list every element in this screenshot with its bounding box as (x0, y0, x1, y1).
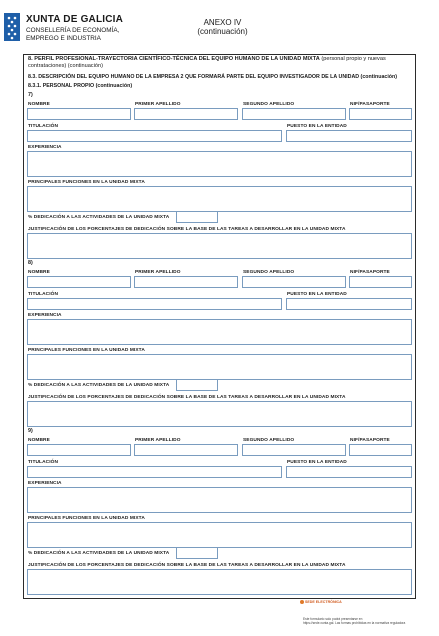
dedicacion-field[interactable] (176, 547, 218, 559)
primer-apellido-field[interactable] (134, 108, 238, 120)
dept-line-1: CONSELLERÍA DE ECONOMÍA, (26, 27, 120, 34)
justificacion-label: JUSTIFICACIÓN DE LOS PORCENTAJES DE DEDICACIÓN SOBRE LA BASE DE LAS TAREAS A DESARROLLAR EN LA UNIDAD MIXTA (28, 395, 346, 400)
footer-line-2: https://sede.xunta.gal. Las formas prohibidas en la normativa reguladora (303, 620, 406, 625)
segundo-apellido-label: SEGUNDO APELLIDO (243, 102, 295, 107)
nif-field[interactable] (349, 444, 412, 456)
justificacion-label: JUSTIFICACIÓN DE LOS PORCENTAJES DE DEDICACIÓN SOBRE LA BASE DE LAS TAREAS A DESARROLLAR EN LA UNIDAD MIXTA (28, 563, 346, 568)
dedicacion-label: % DEDICACIÓN A LAS ACTIVIDADES DE LA UNIDAD MIXTA (28, 383, 170, 388)
experiencia-label: EXPERIENCIA (28, 145, 62, 150)
nif-label: NIF/PASAPORTE (350, 102, 390, 107)
sede-icon (300, 600, 304, 604)
titulacion-field[interactable] (27, 466, 282, 478)
section-subsubtitle: 8.3.1. PERSONAL PROPIO (continuación) (28, 83, 133, 89)
xunta-logo-icon (4, 13, 20, 41)
footer-line-1: Este formulario solo podrá presentarse en (303, 617, 363, 621)
primer-apellido-field[interactable] (134, 444, 238, 456)
primer-apellido-field[interactable] (134, 276, 238, 288)
experiencia-label: EXPERIENCIA (28, 313, 62, 318)
puesto-field[interactable] (286, 466, 412, 478)
titulacion-field[interactable] (27, 298, 282, 310)
puesto-field[interactable] (286, 298, 412, 310)
nombre-field[interactable] (27, 276, 131, 288)
titulacion-label: TITULACIÓN (28, 124, 59, 129)
org-name: XUNTA DE GALICIA (26, 14, 124, 25)
funciones-field[interactable] (27, 186, 412, 212)
justificacion-field[interactable] (27, 233, 412, 259)
section-title-main: 8. PERFIL PROFESIONAL-TRAYECTORIA CIENTÍFICO-TÉCNICA DEL EQUIPO HUMANO DE LA UNIDAD MIXTA (28, 56, 320, 62)
nif-field[interactable] (349, 108, 412, 120)
dedicacion-label: % DEDICACIÓN A LAS ACTIVIDADES DE LA UNIDAD MIXTA (28, 551, 170, 556)
nombre-label: NOMBRE (28, 438, 50, 443)
section-subtitle: 8.3. DESCRIPCIÓN DEL EQUIPO HUMANO DE LA EMPRESA 2 QUE FORMARÁ PARTE DEL EQUIPO INVESTIGADOR DE LA UNIDAD (continuación) (28, 74, 398, 80)
nombre-label: NOMBRE (28, 270, 50, 275)
organization-block (26, 14, 156, 42)
person-number: 8) (28, 260, 33, 266)
sede-badge-label: SEDE ELECTRÓNICA (305, 600, 342, 604)
nombre-field[interactable] (27, 444, 131, 456)
nif-field[interactable] (349, 276, 412, 288)
puesto-label: PUESTO EN LA ENTIDAD (287, 292, 347, 297)
segundo-apellido-field[interactable] (242, 444, 346, 456)
segundo-apellido-label: SEGUNDO APELLIDO (243, 270, 295, 275)
primer-apellido-label: PRIMER APELLIDO (135, 438, 181, 443)
puesto-field[interactable] (286, 130, 412, 142)
justificacion-label: JUSTIFICACIÓN DE LOS PORCENTAJES DE DEDICACIÓN SOBRE LA BASE DE LAS TAREAS A DESARROLLAR EN LA UNIDAD MIXTA (28, 227, 346, 232)
dedicacion-label: % DEDICACIÓN A LAS ACTIVIDADES DE LA UNIDAD MIXTA (28, 215, 170, 220)
nombre-label: NOMBRE (28, 102, 50, 107)
nif-label: NIF/PASAPORTE (350, 270, 390, 275)
justificacion-field[interactable] (27, 401, 412, 427)
segundo-apellido-field[interactable] (242, 108, 346, 120)
funciones-field[interactable] (27, 354, 412, 380)
funciones-label: PRINCIPALES FUNCIONES EN LA UNIDAD MIXTA (28, 180, 145, 185)
annex-title: ANEXO IV (203, 18, 242, 27)
nif-label: NIF/PASAPORTE (350, 438, 390, 443)
titulacion-field[interactable] (27, 130, 282, 142)
titulacion-label: TITULACIÓN (28, 292, 59, 297)
funciones-label: PRINCIPALES FUNCIONES EN LA UNIDAD MIXTA (28, 516, 145, 521)
dedicacion-field[interactable] (176, 379, 218, 391)
nombre-field[interactable] (27, 108, 131, 120)
puesto-label: PUESTO EN LA ENTIDAD (287, 460, 347, 465)
dept-line-2: EMPREGO E INDUSTRIA (26, 34, 101, 42)
annex-heading (175, 18, 270, 36)
funciones-label: PRINCIPALES FUNCIONES EN LA UNIDAD MIXTA (28, 348, 145, 353)
person-number: 9) (28, 428, 33, 434)
sede-badge (300, 600, 342, 604)
person-number: 7) (28, 92, 33, 98)
segundo-apellido-label: SEGUNDO APELLIDO (243, 438, 295, 443)
annex-subtitle: (continuación) (197, 27, 248, 36)
experiencia-field[interactable] (27, 319, 412, 345)
experiencia-field[interactable] (27, 487, 412, 513)
footer-text (303, 618, 405, 626)
section-title-suffix: (personal propio y nuevas contrataciones) (continuación) (28, 56, 386, 69)
segundo-apellido-field[interactable] (242, 276, 346, 288)
titulacion-label: TITULACIÓN (28, 460, 59, 465)
footer (300, 600, 420, 636)
primer-apellido-label: PRIMER APELLIDO (135, 270, 181, 275)
dedicacion-field[interactable] (176, 211, 218, 223)
puesto-label: PUESTO EN LA ENTIDAD (287, 124, 347, 129)
primer-apellido-label: PRIMER APELLIDO (135, 102, 181, 107)
experiencia-field[interactable] (27, 151, 412, 177)
section-title (28, 56, 414, 70)
funciones-field[interactable] (27, 522, 412, 548)
experiencia-label: EXPERIENCIA (28, 481, 62, 486)
justificacion-field[interactable] (27, 569, 412, 595)
